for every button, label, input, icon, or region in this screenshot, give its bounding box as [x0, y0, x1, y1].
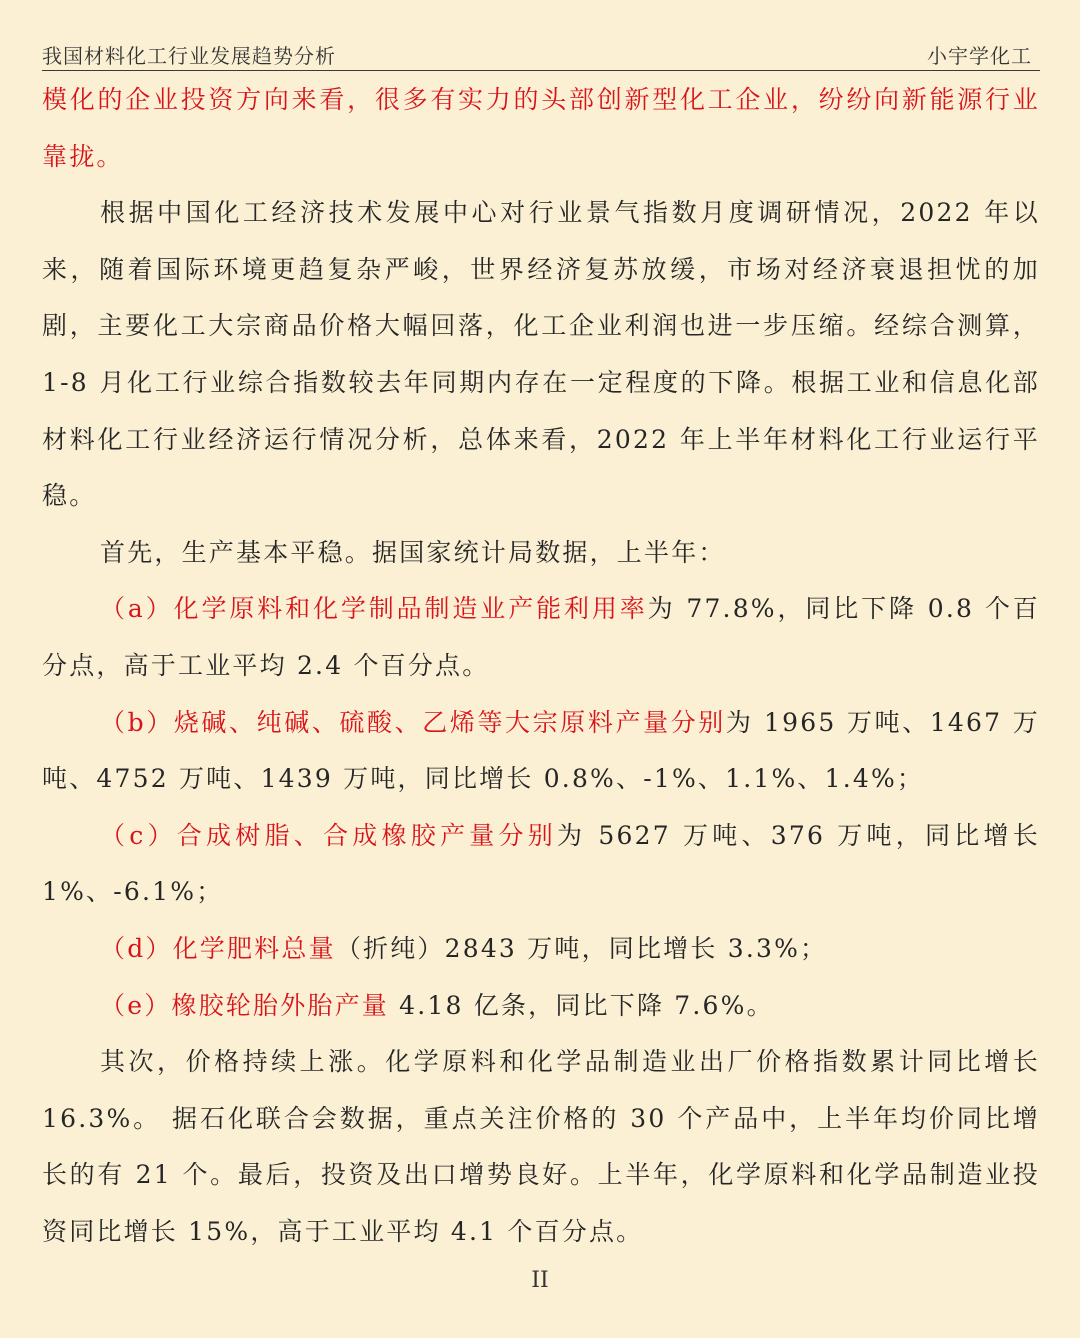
- paragraph-price-investment: 其次，价格持续上涨。化学原料和化学品制造业出厂价格指数累计同比增长 16.3%。 据石化联合会数据，重点关注价格的 30 个产品中，上半年均价同比增长的有 21 个。最后，投资及出口增势良好。上半年，化学原料和化学品制造业投资同比增长 15%，高于工业平均 4.1 个百分点。: [42, 1047, 1040, 1246]
- list-item-e-label: （e）橡胶轮胎外胎产量: [100, 990, 389, 1020]
- list-item-e: [42, 978, 1040, 1035]
- list-item-a-label: （a）化学原料和化学制品制造业产能利用率: [100, 594, 648, 624]
- list-item-c: [42, 808, 1040, 921]
- list-item-b-label: （b）烧碱、纯碱、硫酸、乙烯等大宗原料产量分别: [100, 707, 726, 737]
- list-item-d-text: （折纯）2843 万吨，同比增长 3.3%；: [335, 933, 828, 963]
- header-title: 我国材料化工行业发展趋势分析: [42, 44, 336, 68]
- page-header: [42, 38, 1040, 71]
- page-number: II: [531, 1268, 549, 1293]
- paragraph-continued: 模化的企业投资方向来看，很多有实力的头部创新型化工企业，纷纷向新能源行业靠拢。: [42, 85, 1040, 171]
- document-body: [42, 72, 1040, 1260]
- list-item-c-label: （c）合成树脂、合成橡胶产量分别: [100, 820, 557, 850]
- list-item-a: [42, 581, 1040, 694]
- list-item-e-text: 4.18 亿条，同比下降 7.6%。: [389, 990, 774, 1020]
- list-item-b: [42, 695, 1040, 808]
- paragraph-industry-index: 根据中国化工经济技术发展中心对行业景气指数月度调研情况，2022 年以来，随着国际环境更趋复杂严峻，世界经济复苏放缓，市场对经济衰退担忧的加剧，主要化工大宗商品价格大幅回落，化工企业利润也进一步压缩。经综合测算，1-8 月化工行业综合指数较去年同期内存在一定程度的下降。根据工业和信息化部材料化工行业经济运行情况分析，总体来看，2022 年上半年材料化工行业运行平稳。: [42, 198, 1040, 511]
- header-brand: 小宇学化工: [927, 44, 1032, 68]
- list-item-d: [42, 921, 1040, 978]
- list-item-b-text: 为 1965 万吨、1467 万吨、4752 万吨、1439 万吨，同比增长 0.8%、-1%、1.1%、1.4%；: [42, 707, 1040, 794]
- paragraph-production-intro: 首先，生产基本平稳。据国家统计局数据，上半年：: [100, 537, 726, 567]
- list-item-c-text: 为 5627 万吨、376 万吨，同比增长 1%、-6.1%；: [42, 820, 1040, 907]
- list-item-d-label: （d）化学肥料总量: [100, 933, 336, 963]
- list-item-a-text: 为 77.8%，同比下降 0.8 个百分点，高于工业平均 2.4 个百分点。: [42, 594, 1040, 680]
